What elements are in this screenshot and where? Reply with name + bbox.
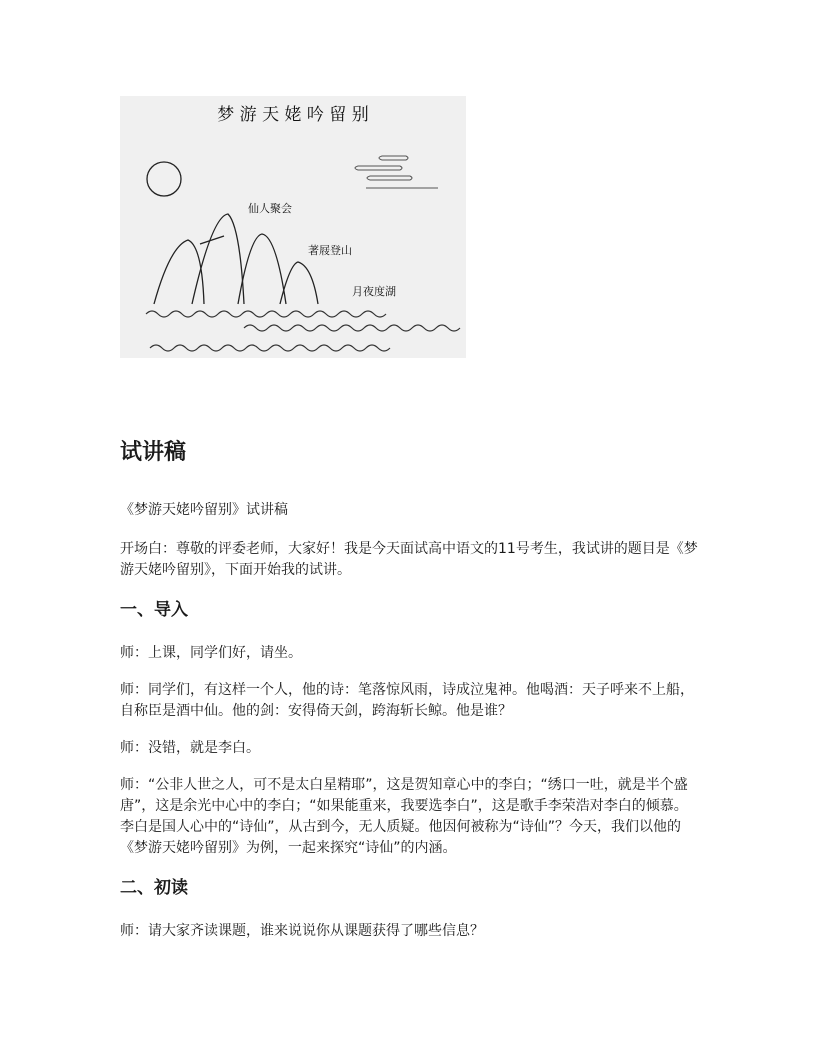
illustration-title: 梦 游 天 姥 吟 留 别	[217, 105, 369, 125]
label-lake: 月夜度湖	[352, 285, 396, 298]
paragraph: 师：没错，就是李白。	[120, 740, 260, 756]
paragraph-opening: 开场白：尊敬的评委老师，大家好！我是今天面试高中语文的11号考生，我试讲的题目是《梦游天姥吟留别》，下面开始我的试讲。	[120, 541, 698, 578]
label-gathering: 仙人聚会	[248, 202, 292, 215]
moon-icon	[147, 162, 181, 196]
section-heading-first-reading: 二、初读	[120, 878, 188, 898]
section-heading-intro: 一、导入	[120, 600, 188, 620]
waves-icon	[146, 311, 460, 351]
document-body	[120, 436, 700, 958]
document-subtitle: 《梦游天姥吟留别》试讲稿	[120, 502, 288, 518]
paragraph: 师：“公非人世之人，可不是太白星精耶”，这是贺知章心中的李白；“绣口一吐，就是半个盛唐”，这是余光中心中的李白；“如果能重来，我要选李白”，这是歌手李荣浩对李白的倾慕。李白是国人心中的“诗仙”，从古到今，无人质疑。他因何被称为“诗仙”？今天，我们以他的《梦游天姥吟留别》为例，一起来探究“诗仙”的内涵。	[120, 777, 688, 856]
paragraph: 师：上课，同学们好，请坐。	[120, 645, 302, 661]
illustration-drawing	[120, 96, 466, 358]
label-climb: 著屐登山	[308, 244, 352, 257]
paragraph: 师：请大家齐读课题，谁来说说你从课题获得了哪些信息？	[120, 923, 484, 939]
mountains-icon	[154, 214, 318, 304]
illustration	[120, 96, 466, 358]
page-title: 试讲稿	[120, 440, 187, 465]
cloud-icon	[355, 156, 438, 188]
paragraph: 师：同学们，有这样一个人，他的诗：笔落惊风雨，诗成泣鬼神。他喝酒：天子呼来不上船，自称臣是酒中仙。他的剑：安得倚天剑，跨海斩长鲸。他是谁？	[120, 682, 694, 719]
